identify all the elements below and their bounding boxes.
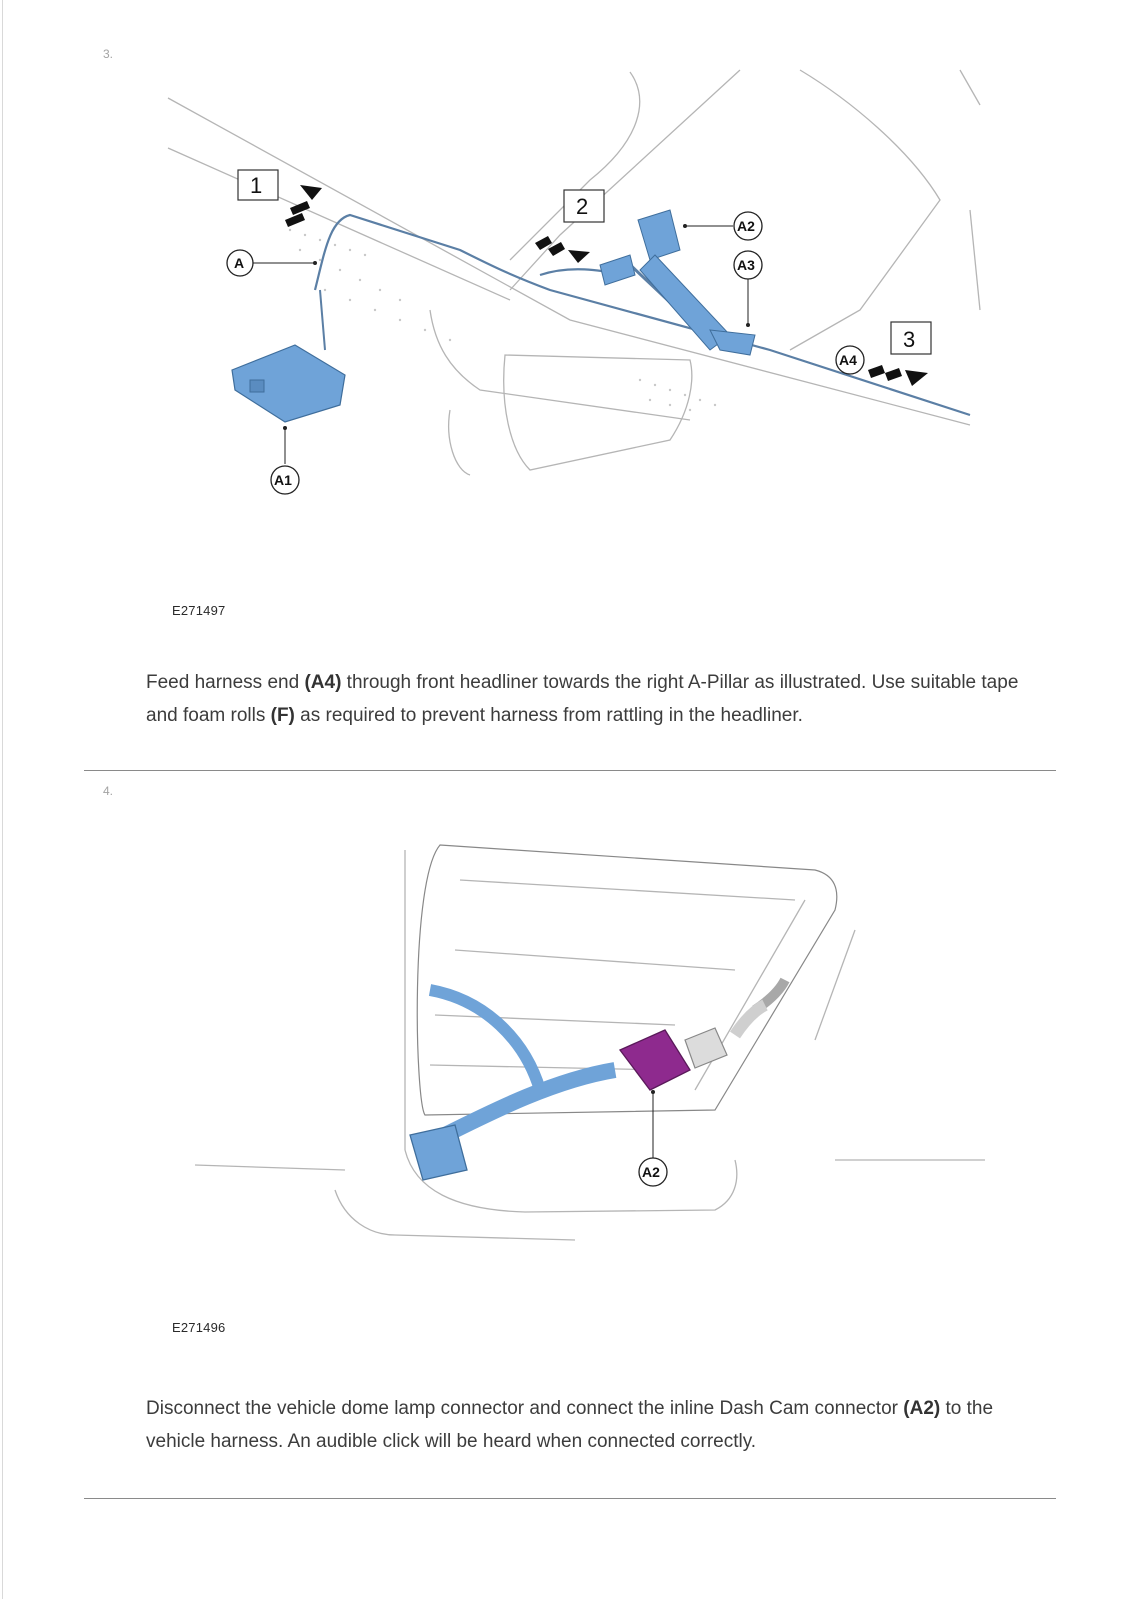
svg-text:1: 1 [250,173,263,198]
svg-text:A: A [234,255,245,271]
step-number: 4. [103,784,114,798]
svg-text:A4: A4 [839,352,857,368]
callout-A4 [836,346,864,374]
svg-text:A3: A3 [737,257,755,273]
svg-text:3: 3 [903,327,916,352]
figure-code: E271497 [172,603,226,618]
page-left-border [2,0,3,1599]
svg-text:A2: A2 [737,218,755,234]
svg-text:2: 2 [576,194,589,219]
headliner-harness-illustration [150,60,1000,610]
callout-A3 [734,251,762,279]
arrow-box-1 [238,170,278,200]
section-divider [84,770,1056,771]
svg-text:A1: A1 [274,472,292,488]
step-number: 3. [103,47,114,61]
step-instruction: Disconnect the vehicle dome lamp connector and connect the inline Dash Cam connector (A2) to the vehicle harness. An audible click will be heard when connected correctly. [146,1398,994,1452]
section-divider [84,1498,1056,1499]
step-instruction: Feed harness end (A4) through front headliner towards the right A-Pillar as illustrated. Use suitable tape and foam rolls (F) as required to prevent harness from rattling in the headliner. [146,672,1019,726]
callout-A [227,250,253,276]
arrow-box-2 [564,190,604,222]
callout-A2 [734,212,762,240]
svg-text:A2: A2 [642,1164,660,1180]
callout-A2-step4 [639,1158,667,1186]
figure-code: E271496 [172,1320,226,1335]
callout-A1 [271,466,299,494]
arrow-box-3 [891,322,931,354]
dome-lamp-connector-illustration [195,840,995,1280]
